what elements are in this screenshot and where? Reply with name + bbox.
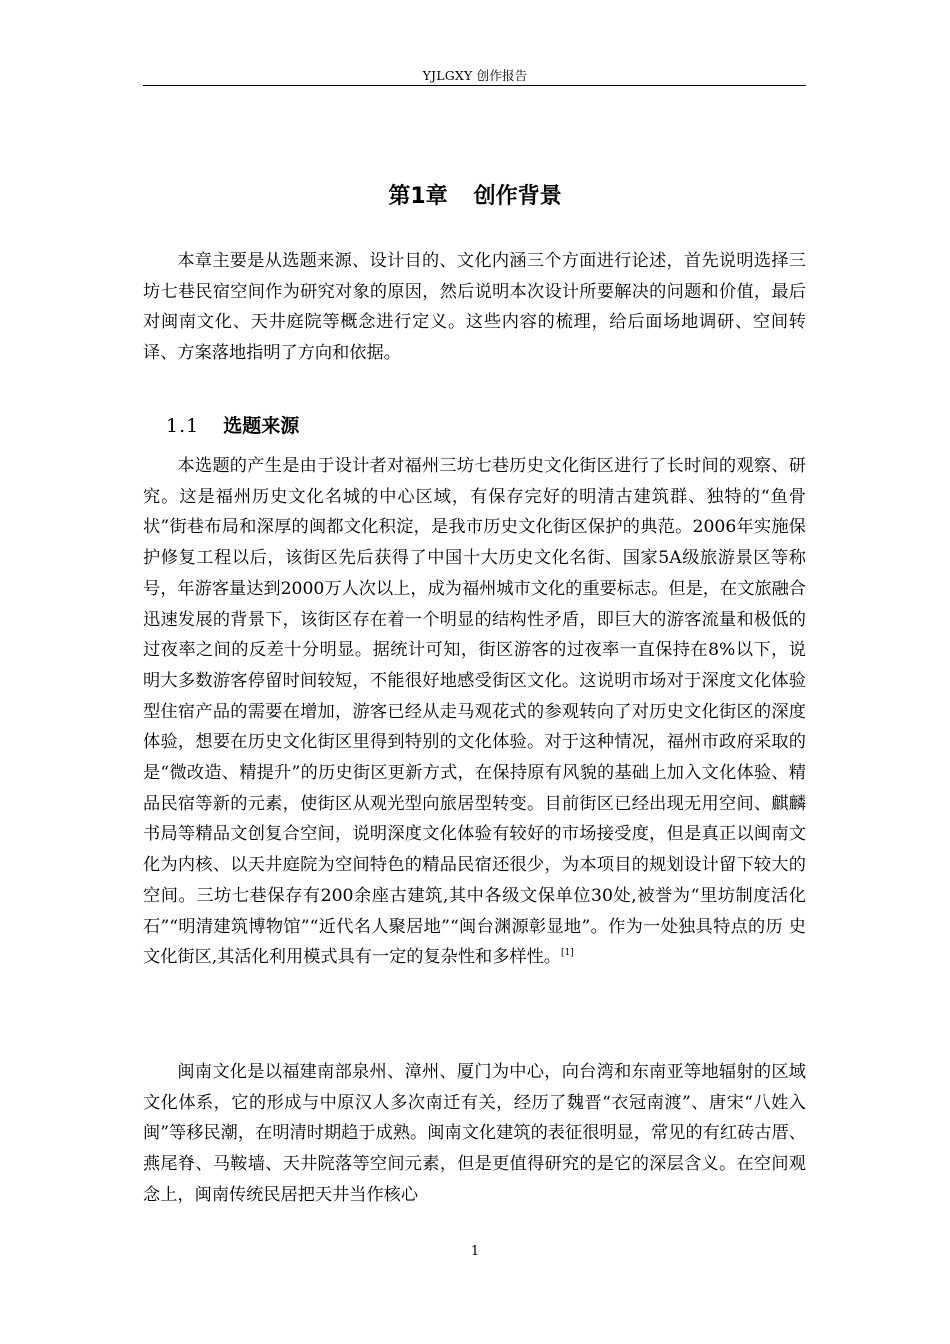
- section-heading: [166, 411, 299, 438]
- citation-reference: [1]: [560, 948, 574, 959]
- section-title: 选题来源: [223, 415, 300, 437]
- header-rule: [143, 85, 806, 86]
- minnan-culture-paragraph: 闽南文化是以福建南部泉州、漳州、厦门为中心，向台湾和东南亚等地辐射的区域文化体系，它的形成与中原汉人多次南迁有关，经历了魏晋“衣冠南渡”、唐宋“八姓入闽”等移民潮，在明清时期趋于成熟。闽南文化建筑的表征很明显，常见的有红砖古厝、燕尾脊、马鞍墙、天井院落等空间元素，但是更值得研究的是它的深层含义。在空间观念上，闽南传统民居把天井当作核心: [143, 1062, 806, 1205]
- chapter-number: 第1章: [388, 184, 448, 209]
- chapter-title: 创作背景: [473, 184, 562, 209]
- intro-paragraph: 本章主要是从选题来源、设计目的、文化内涵三个方面进行论述，首先说明选择三坊七巷民宿空间作为研究对象的原因，然后说明本次设计所要解决的问题和价值，最后对闽南文化、天井庭院等概念进行定义。这些内容的梳理，给后面场地调研、空间转译、方案落地指明了方向和依据。: [143, 251, 806, 364]
- chapter-heading: [0, 179, 950, 210]
- section-number: 1.1: [166, 415, 200, 437]
- topic-source-text: 本选题的产生是由于设计者对福州三坊七巷历史文化街区进行了长时间的观察、研究。这是福州历史文化名城的中心区域，有保存完好的明清古建筑群、独特的“鱼骨状”街巷布局和深厚的闽都文化积淀，是我市历史文化街区保护的典范。2006年实施保护修复工程以后，该街区先后获得了中国十大历史文化名街、国家5A级旅游景区等称号，年游客量达到2000万人次以上，成为福州城市文化的重要标志。但是，在文旅融合迅速发展的背景下，该街区存在着一个明显的结构性矛盾，即巨大的游客流量和极低的过夜率之间的反差十分明显。据统计可知，街区游客的过夜率一直保持在8%以下，说明大多数游客停留时间较短，不能很好地感受街区文化。这说明市场对于深度文化体验型住宿产品的需要在增加，游客已经从走马观花式的参观转向了对历史文化街区的深度体验，想要在历史文化街区里得到特别的文化体验。对于这种情况，福州市政府采取的是“微改造、精提升”的历史街区更新方式，在保持原有风貌的基础上加入文化体验、精品民宿等新的元素，使街区从观光型向旅居型转变。目前街区已经出现无用空间、麒麟书局等精品文创复合空间，说明深度文化体验有较好的市场接受度，但是真正以闽南文化为内核、以天井庭院为空间特色的精品民宿还很少，为本项目的规划设计留下较大的空间。三坊七巷保存有200余座古建筑,其中各级文保单位30处,被誉为“里坊制度活化石”“明清建筑博物馆”“近代名人聚居地”“闽台渊源彰显地”。作为一处独具特点的历 史文化街区,其活化利用模式具有一定的复杂性和多样性。: [143, 456, 806, 968]
- running-header: YJLGXY 创作报告: [422, 68, 528, 83]
- page-number: 1: [470, 1244, 480, 1259]
- topic-source-paragraph: [143, 451, 806, 973]
